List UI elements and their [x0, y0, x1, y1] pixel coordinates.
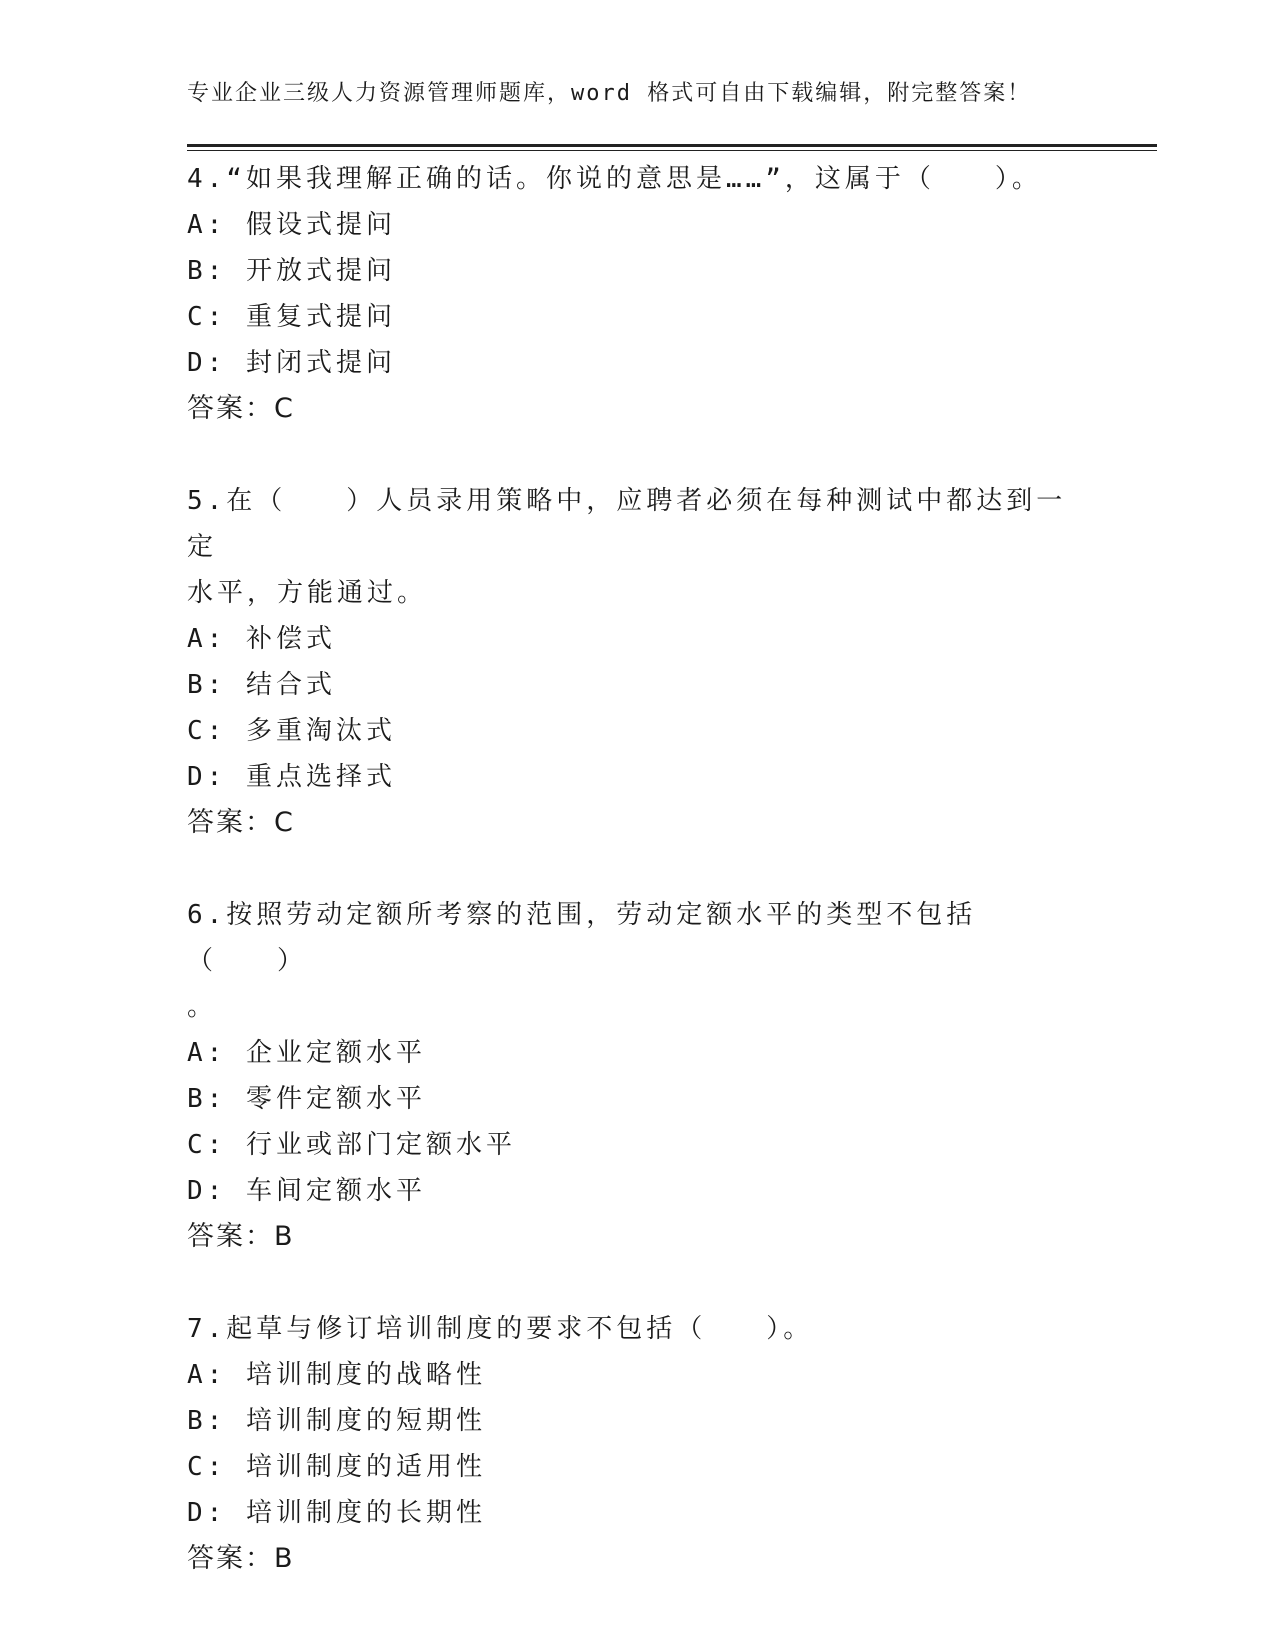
- option-text: 企业定额水平: [245, 1038, 426, 1068]
- option-text: 假设式提问: [245, 210, 396, 240]
- option-text: 结合式: [245, 670, 336, 700]
- option-text: 重点选择式: [245, 762, 396, 792]
- option-letter: B:: [187, 1084, 227, 1114]
- option-a: [187, 202, 1067, 248]
- option-c: [187, 1444, 1067, 1490]
- option-a: [187, 1030, 1067, 1076]
- option-text: 培训制度的短期性: [245, 1406, 486, 1436]
- option-c: [187, 294, 1067, 340]
- option-letter: C:: [187, 1130, 227, 1160]
- question-4: [187, 156, 1067, 432]
- question-list: [187, 156, 1067, 1628]
- option-text: 培训制度的长期性: [245, 1498, 486, 1528]
- option-letter: A:: [187, 1038, 227, 1068]
- option-a: [187, 616, 1067, 662]
- option-letter: A:: [187, 624, 227, 654]
- question-7: [187, 1306, 1067, 1582]
- header-divider-thin: [187, 150, 1157, 151]
- question-6: [187, 892, 1067, 1260]
- option-c: [187, 708, 1067, 754]
- option-d: [187, 754, 1067, 800]
- option-d: [187, 1168, 1067, 1214]
- option-text: 培训制度的战略性: [245, 1360, 486, 1390]
- question-stem-continued: 。: [187, 992, 218, 1022]
- answer: 答案：B: [187, 1221, 295, 1252]
- option-c: [187, 1122, 1067, 1168]
- option-text: 行业或部门定额水平: [245, 1130, 516, 1160]
- option-text: 多重淘汰式: [245, 716, 396, 746]
- option-text: 开放式提问: [245, 256, 396, 286]
- option-a: [187, 1352, 1067, 1398]
- answer: 答案：C: [187, 393, 295, 424]
- option-letter: A:: [187, 210, 227, 240]
- option-letter: B:: [187, 670, 227, 700]
- option-text: 重复式提问: [245, 302, 396, 332]
- option-text: 零件定额水平: [245, 1084, 426, 1114]
- option-letter: C:: [187, 716, 227, 746]
- answer: 答案：C: [187, 807, 295, 838]
- question-stem: 7.起草与修订培训制度的要求不包括（ ）。: [187, 1314, 814, 1344]
- option-text: 补偿式: [245, 624, 336, 654]
- option-letter: A:: [187, 1360, 227, 1390]
- option-letter: D:: [187, 1176, 227, 1206]
- document-header: 专业企业三级人力资源管理师题库，word 格式可自由下载编辑，附完整答案！: [187, 81, 1032, 106]
- option-b: [187, 1076, 1067, 1122]
- option-letter: C:: [187, 302, 227, 332]
- option-b: [187, 1398, 1067, 1444]
- question-stem: 5.在（ ）人员录用策略中，应聘者必须在每种测试中都达到一定: [187, 486, 1067, 562]
- option-text: 封闭式提问: [245, 348, 396, 378]
- question-5: [187, 478, 1067, 846]
- question-stem: 6.按照劳动定额所考察的范围，劳动定额水平的类型不包括（ ）: [187, 900, 977, 976]
- option-letter: C:: [187, 1452, 227, 1482]
- option-b: [187, 248, 1067, 294]
- answer: 答案：B: [187, 1543, 295, 1574]
- option-letter: B:: [187, 256, 227, 286]
- option-letter: D:: [187, 762, 227, 792]
- option-d: [187, 1490, 1067, 1536]
- option-d: [187, 340, 1067, 386]
- question-stem: 4.“如果我理解正确的话。你说的意思是……”，这属于（ ）。: [187, 164, 1042, 194]
- option-letter: D:: [187, 348, 227, 378]
- option-text: 车间定额水平: [245, 1176, 426, 1206]
- question-stem-continued: 水平，方能通过。: [187, 578, 428, 608]
- option-letter: B:: [187, 1406, 227, 1436]
- option-b: [187, 662, 1067, 708]
- option-letter: D:: [187, 1498, 227, 1528]
- header-divider-thick: [187, 144, 1157, 147]
- option-text: 培训制度的适用性: [245, 1452, 486, 1482]
